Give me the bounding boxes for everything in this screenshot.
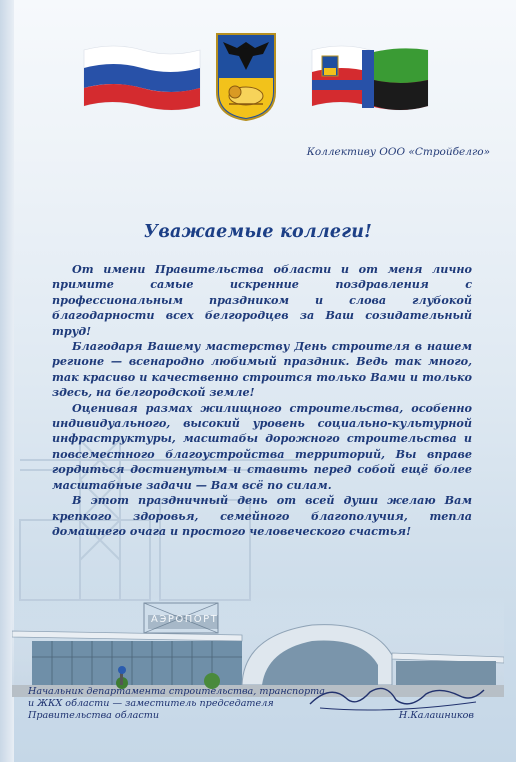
greeting-heading: Уважаемые коллеги! [143,222,373,242]
paragraph: Оценивая размах жилищного строительства, особенно индивидуального, высокий уровень социально-культурной инфраструктуры, масштабы дорожного строительства и повсеместного благоустройства территорий, Вы вправе гордиться достигнутым и ставить перед собой ещё более масштабные задачи — Вам всё по силам. [52,400,472,492]
paragraph: Благодаря Вашему мастерству День строителя в нашем регионе — всенародно любимый праздник. Ведь так много, так красиво и качественно строится только Вами и только здесь, на белгородской земле! [52,339,472,400]
signature-block [28,686,478,722]
belgorod-oblast-flag-icon [308,44,432,112]
belgorod-coat-of-arms-icon [215,32,277,126]
signatory-position: Начальник департамента строительства, транспорта и ЖКХ области — заместитель председателя Правительства области [28,686,325,721]
letter-body [52,262,472,539]
signatory-name: Н.Калашников [398,710,474,721]
paragraph: В этот праздничный день от всей души желаю Вам крепкого здоровья, семейного благополучия, тепла домашнего очага и простого человеческого счастья! [52,493,472,538]
airport-sign-text: АЭРОПОРТ [151,614,219,625]
russian-flag-icon [80,44,204,112]
addressee: Коллективу ООО «Стройбелго» [306,146,490,158]
paragraph: От имени Правительства области и от меня лично примите самые искренние поздравления с профессиональным праздником и слова глубокой благодарности всех белгородцев за Ваш созидательный труд! [52,262,472,338]
